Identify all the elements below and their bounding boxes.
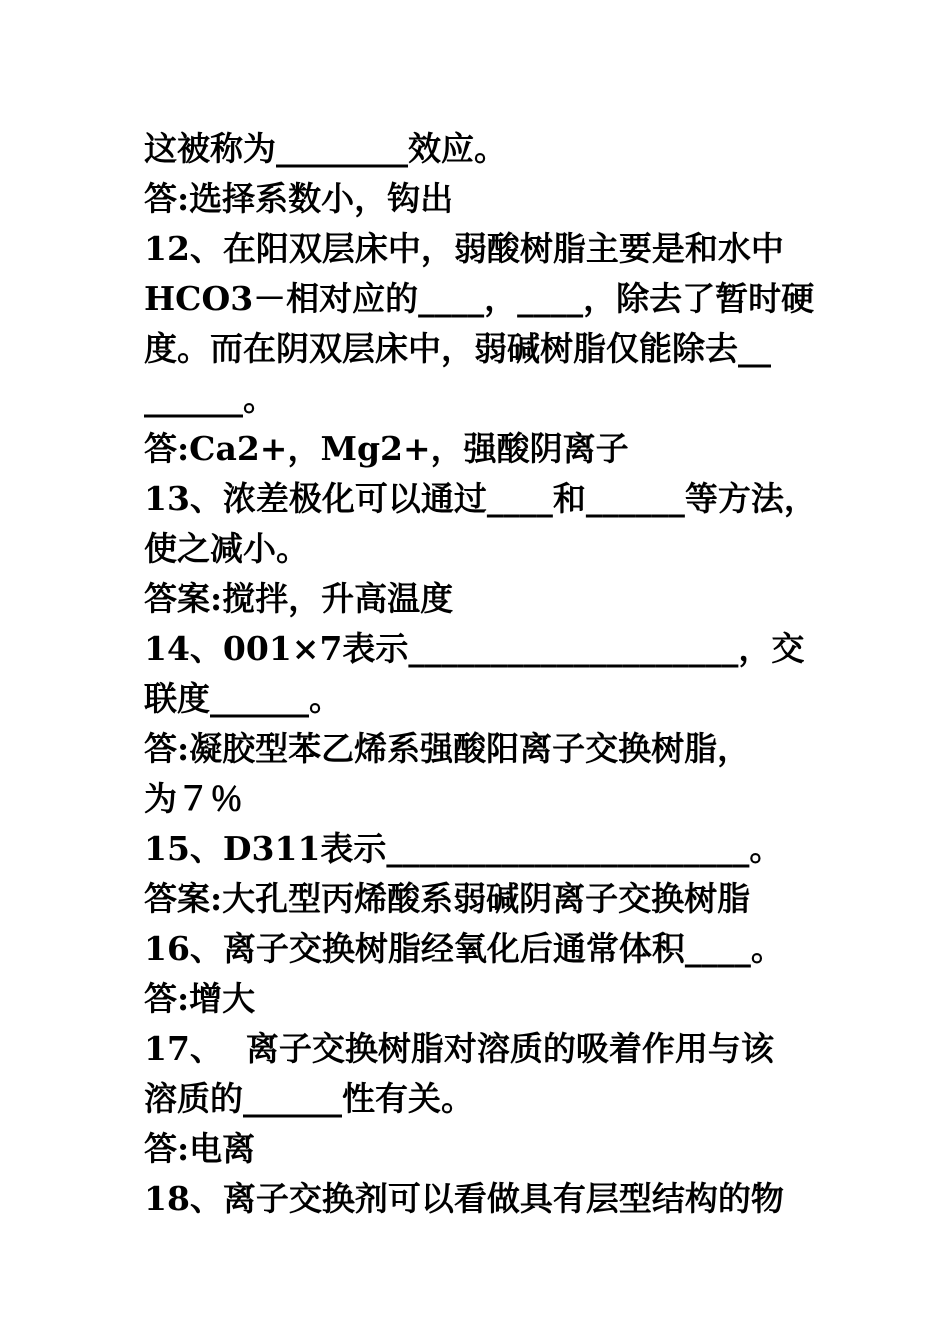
text-line: 答:电离	[144, 1129, 256, 1168]
text-line: 溶质的______性有关。	[144, 1079, 474, 1118]
text-line: 16、离子交换树脂经氧化后通常体积____。	[144, 929, 784, 968]
text-line: 联度______。	[144, 679, 342, 718]
text-line: 13、浓差极化可以通过____和______等方法，	[144, 479, 817, 518]
text-line: 度。而在阴双层床中，弱碱树脂仅能除去__	[144, 329, 771, 368]
text-line: 使之减小。	[144, 529, 309, 568]
text-line: 14、001×7表示____________________，交	[144, 629, 805, 668]
text-line: 15、D311表示______________________。	[144, 829, 783, 868]
text-line: 17、 离子交换树脂对溶质的吸着作用与该	[144, 1029, 774, 1068]
text-line: 答:选择系数小，钩出	[144, 179, 454, 218]
text-line: 12、在阳双层床中，弱酸树脂主要是和水中	[144, 229, 784, 268]
text-line: HCO3－相对应的____，____，除去了暂时硬	[144, 279, 815, 318]
text-line: 为７％	[144, 779, 243, 818]
text-line: 18、离子交换剂可以看做具有层型结构的物	[144, 1179, 784, 1218]
text-line: 这被称为________效应。	[144, 129, 507, 168]
text-line: 答案:大孔型丙烯酸系弱碱阴离子交换树脂	[144, 879, 751, 918]
text-line: 答案:搅拌，升高温度	[144, 579, 454, 618]
text-line: ______。	[144, 379, 276, 418]
text-line: 答:Ca2+，Mg2+，强酸阴离子	[144, 429, 629, 468]
text-line: 答:凝胶型苯乙烯系强酸阳离子交换树脂，	[144, 729, 751, 768]
text-line: 答:增大	[144, 979, 256, 1018]
document-body	[144, 124, 844, 1224]
